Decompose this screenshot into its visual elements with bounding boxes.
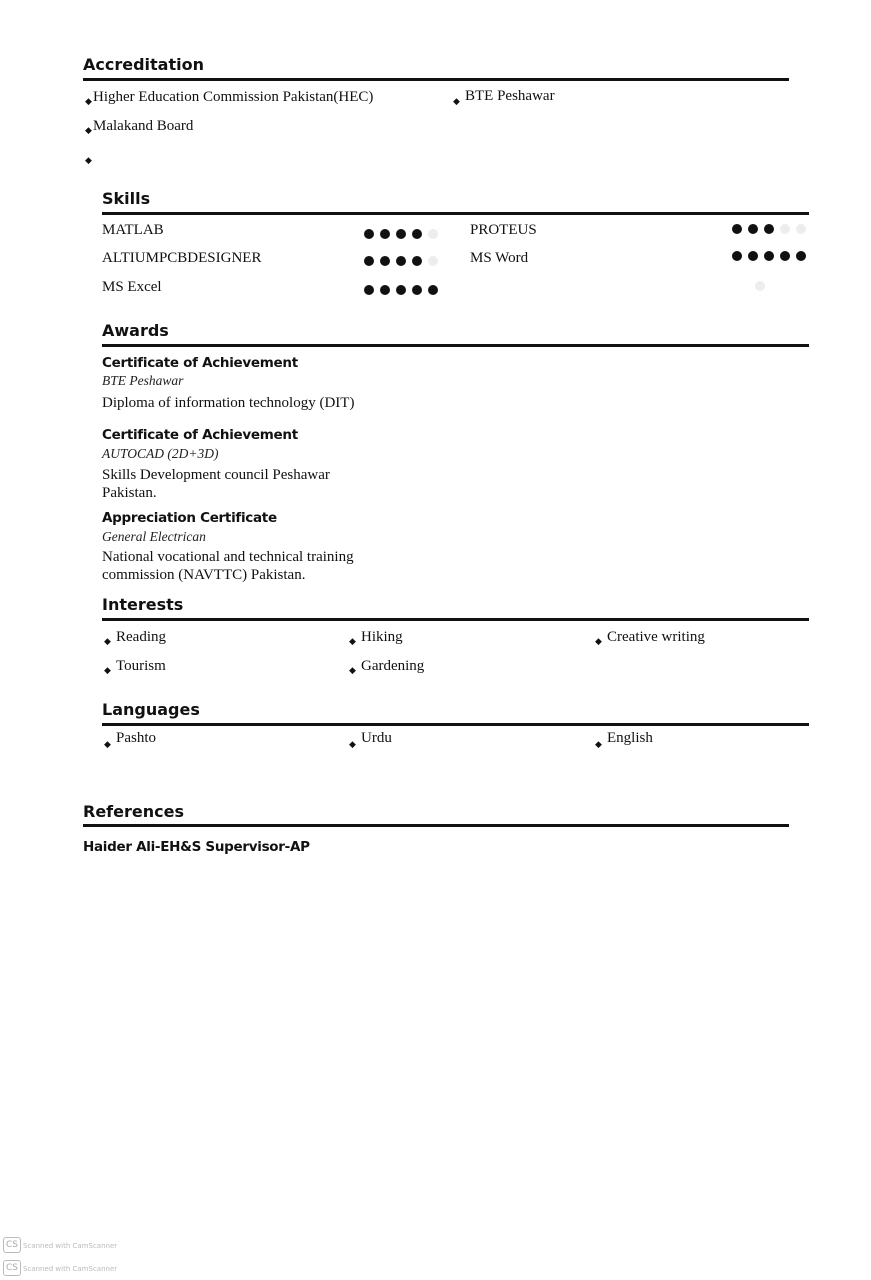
skill-name: PROTEUS [470,222,537,238]
skill-rating [732,251,806,261]
award-title: Certificate of Achievement [102,355,298,371]
interests-rule [102,618,809,621]
rating-dot-filled [364,256,374,266]
camscanner-watermark: Scanned with CamScanner [23,1242,118,1250]
rating-dot-filled [732,251,742,261]
rating-dot-filled [780,251,790,261]
rating-dot-filled [428,285,438,295]
awards-rule [102,344,809,347]
reference-entry: Haider Ali-EH&S Supervisor-AP [83,839,310,855]
rating-dot-filled [412,285,422,295]
bullet-icon: ◆ [85,125,92,135]
bullet-icon: ◆ [595,739,602,749]
interest-item: Gardening [361,658,425,674]
bullet-icon: ◆ [104,665,111,675]
rating-dot-empty [780,224,790,234]
camscanner-logo-icon: CS [3,1237,21,1253]
rating-dot-empty [428,229,438,239]
references-rule [83,824,789,827]
rating-dot-empty [796,224,806,234]
rating-dot-filled [364,285,374,295]
bullet-icon: ◆ [349,665,356,675]
rating-dot-filled [364,229,374,239]
award-issuer: AUTOCAD (2D+3D) [102,446,219,461]
award-title: Appreciation Certificate [102,510,277,526]
languages-heading: Languages [102,700,200,719]
camscanner-logo-icon: CS [3,1260,21,1276]
rating-dot-empty [428,256,438,266]
bullet-icon: ◆ [349,636,356,646]
rating-dot-filled [732,224,742,234]
rating-dot-filled [396,229,406,239]
bullet-icon: ◆ [453,96,460,106]
language-item: English [607,730,653,746]
interests-heading: Interests [102,595,184,614]
awards-heading: Awards [102,321,169,340]
award-title: Certificate of Achievement [102,427,298,443]
interest-item: Creative writing [607,629,705,645]
rating-dot-filled [748,224,758,234]
rating-dot-filled [396,285,406,295]
accreditation-item: Higher Education Commission Pakistan(HEC) [93,89,374,105]
empty-rating-dot [755,281,765,291]
bullet-icon: ◆ [104,636,111,646]
accreditation-item: BTE Peshawar [465,88,555,104]
rating-dot-filled [796,251,806,261]
rating-dot-filled [380,256,390,266]
skills-rule [102,212,809,215]
bullet-icon: ◆ [85,155,92,165]
language-item: Pashto [116,730,157,746]
rating-dot-filled [396,256,406,266]
languages-rule [102,723,809,726]
interest-item: Hiking [361,629,403,645]
award-issuer: BTE Peshawar [102,373,184,388]
skill-name: ALTIUMPCBDESIGNER [102,250,262,266]
skill-name: MATLAB [102,222,164,238]
camscanner-watermark: Scanned with CamScanner [23,1265,118,1273]
rating-dot-filled [764,251,774,261]
skill-rating [364,229,438,239]
accreditation-heading: Accreditation [83,55,204,74]
interest-item: Reading [116,629,166,645]
accreditation-item: Malakand Board [93,118,194,134]
skill-rating [732,224,806,234]
skill-name: MS Excel [102,279,162,295]
award-issuer: General Electrican [102,529,206,544]
bullet-icon: ◆ [349,739,356,749]
bullet-icon: ◆ [104,739,111,749]
rating-dot-filled [748,251,758,261]
rating-dot-filled [412,256,422,266]
accreditation-rule [83,78,789,81]
bullet-icon: ◆ [85,96,92,106]
skill-rating [364,256,438,266]
references-heading: References [83,802,184,821]
language-item: Urdu [361,730,392,746]
rating-dot-filled [380,285,390,295]
rating-dot-filled [380,229,390,239]
skills-heading: Skills [102,189,151,208]
interest-item: Tourism [116,658,166,674]
award-description: Diploma of information technology (DIT) [102,395,355,411]
bullet-icon: ◆ [595,636,602,646]
skill-name: MS Word [470,250,529,266]
award-description: Skills Development council Peshawar Pakistan. [102,467,330,501]
skill-rating [364,285,438,295]
rating-dot-filled [764,224,774,234]
rating-dot-filled [412,229,422,239]
award-description: National vocational and technical training commission (NAVTTC) Pakistan. [102,549,354,583]
